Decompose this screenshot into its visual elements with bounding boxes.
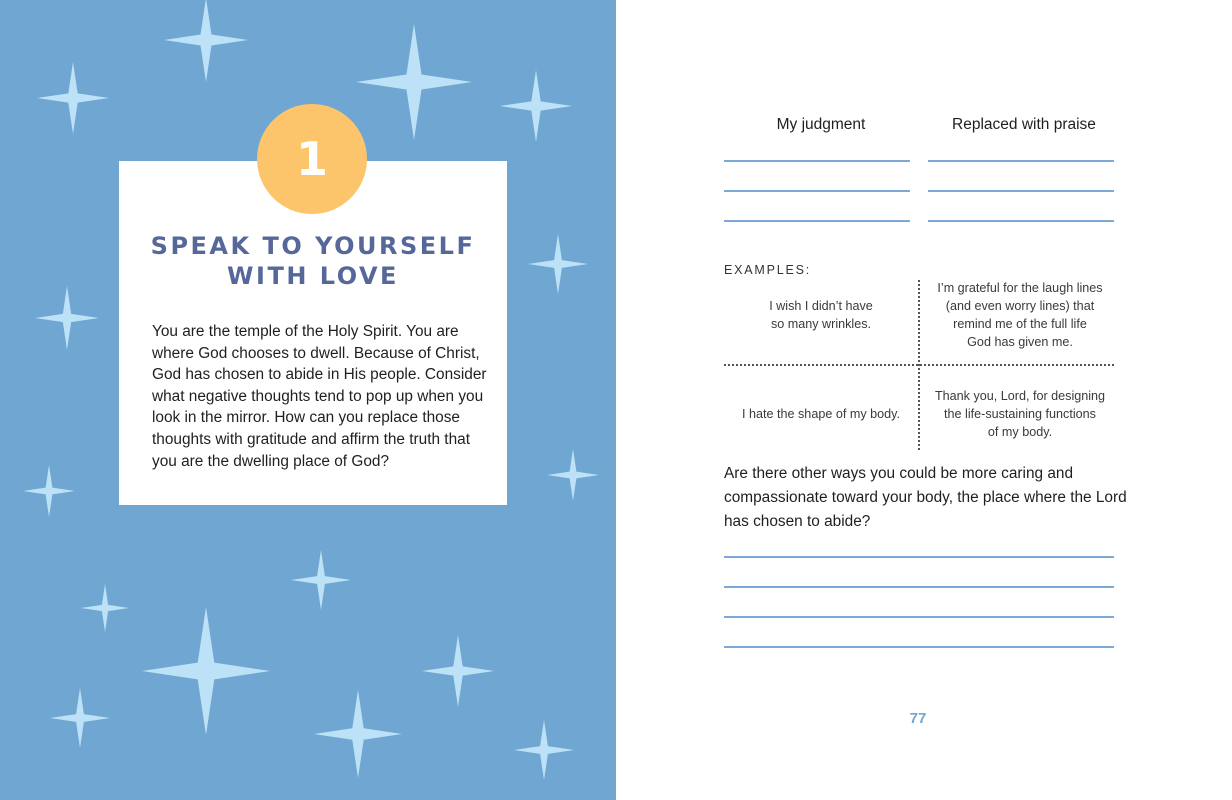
answer-line[interactable] xyxy=(724,586,1114,588)
question-line: has chosen to abide? xyxy=(724,513,871,530)
example-line: I’m grateful for the laugh lines xyxy=(937,281,1103,295)
answer-line[interactable] xyxy=(928,220,1114,222)
star-icon xyxy=(81,584,129,632)
star-icon xyxy=(314,690,402,778)
example-judgment xyxy=(724,405,918,423)
example-line: I wish I didn’t have xyxy=(769,299,873,313)
example-judgment xyxy=(724,297,918,333)
star-icon xyxy=(142,607,270,735)
star-icon xyxy=(35,286,99,350)
star-icon xyxy=(528,234,588,294)
answer-line[interactable] xyxy=(724,220,910,222)
card-body-line: thoughts with gratitude and affirm the truth that xyxy=(152,430,470,448)
column-header-judgment: My judgment xyxy=(776,116,866,133)
answer-line[interactable] xyxy=(724,646,1114,648)
example-line: Thank you, Lord, for designing xyxy=(934,389,1106,403)
example-line: God has given me. xyxy=(967,335,1073,349)
number-badge: 1 xyxy=(257,104,367,214)
example-line: of my body. xyxy=(987,425,1053,439)
star-icon xyxy=(23,465,75,517)
dotted-divider-vertical xyxy=(918,280,920,450)
card-body-line: look in the mirror. How can you replace those xyxy=(152,409,460,427)
card-body-line: You are the temple of the Holy Spirit. You are xyxy=(152,323,459,340)
answer-line[interactable] xyxy=(928,160,1114,162)
star-icon xyxy=(291,550,351,610)
examples-label: EXAMPLES: xyxy=(724,263,812,277)
star-icon xyxy=(50,688,110,748)
answer-line[interactable] xyxy=(724,616,1114,618)
right-page xyxy=(616,0,1232,800)
star-icon xyxy=(164,0,248,82)
column-header-praise: Replaced with praise xyxy=(952,116,1096,133)
star-icon xyxy=(500,70,572,142)
answer-line[interactable] xyxy=(928,190,1114,192)
star-icon xyxy=(547,449,599,501)
example-line: I hate the shape of my body. xyxy=(742,407,900,421)
answer-line[interactable] xyxy=(724,556,1114,558)
example-praise xyxy=(922,279,1118,351)
card-body-line: where God chooses to dwell. Because of Christ, xyxy=(152,344,480,362)
star-icon xyxy=(514,720,574,780)
example-line: the life-sustaining functions xyxy=(944,407,1096,421)
star-icon xyxy=(422,635,494,707)
card-body-line: you are the dwelling place of God? xyxy=(152,452,389,470)
page-number: 77 xyxy=(909,710,927,727)
card-title-line: SPEAK TO YOURSELF xyxy=(150,232,476,260)
example-praise xyxy=(922,387,1118,441)
star-icon xyxy=(356,24,472,140)
example-line: remind me of the full life xyxy=(953,317,1087,331)
card-body-line: what negative thoughts tend to pop up when you xyxy=(152,387,484,405)
answer-line[interactable] xyxy=(724,190,910,192)
example-line: (and even worry lines) that xyxy=(945,299,1095,313)
reflection-question xyxy=(724,462,1127,534)
card-body-line: God has chosen to abide in His people. Consider xyxy=(152,366,487,384)
card-title-line: WITH LOVE xyxy=(227,262,399,290)
example-line: so many wrinkles. xyxy=(770,317,872,331)
answer-line[interactable] xyxy=(724,160,910,162)
card-title xyxy=(119,231,507,291)
star-icon xyxy=(37,62,109,134)
question-line: compassionate toward your body, the place where the Lord xyxy=(724,489,1127,506)
question-line: Are there other ways you could be more caring and xyxy=(724,465,1074,482)
card-body xyxy=(152,321,487,472)
